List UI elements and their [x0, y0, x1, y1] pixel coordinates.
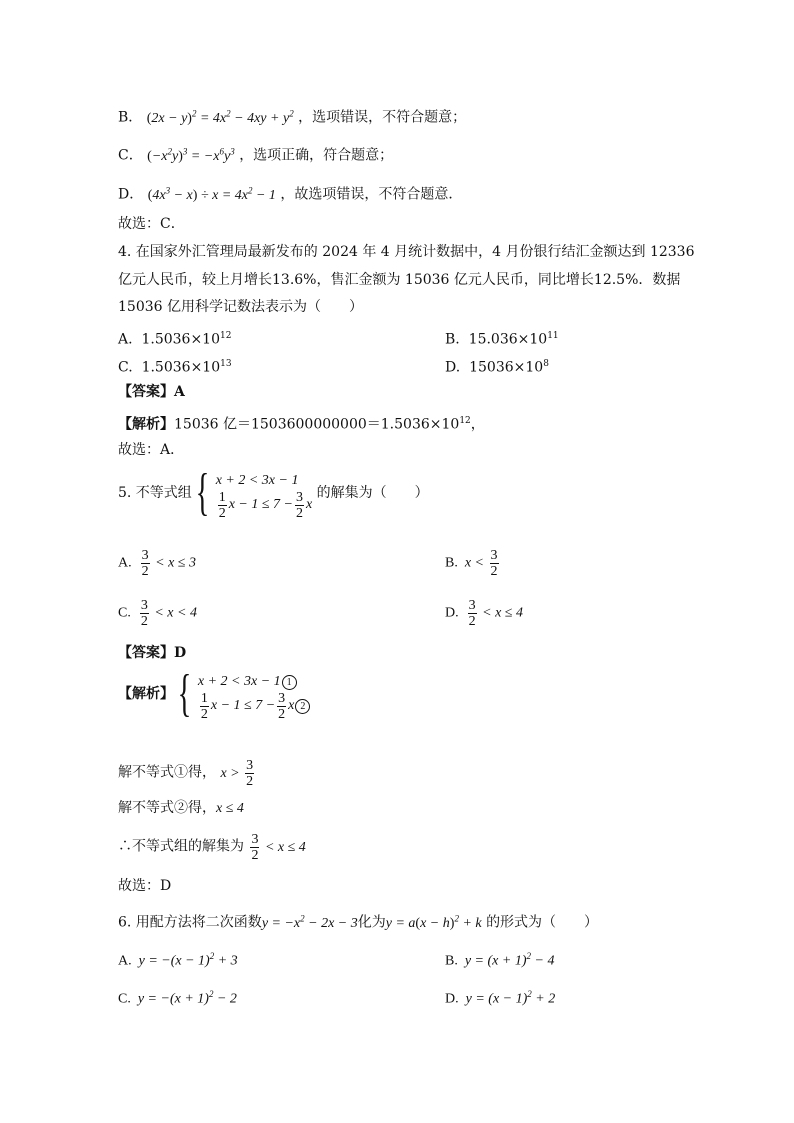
option-exponent: 13: [220, 359, 232, 369]
q4-option-b: [445, 326, 559, 350]
prev-option-c: [118, 141, 393, 167]
option-label: B.: [445, 953, 458, 969]
math-expression: $y = -x^2 - 2x - 3$: [261, 913, 358, 931]
math-expression: $\frac{3}{2}$ < x ≤ 4: [251, 832, 306, 863]
option-expr: y = (x − 1): [465, 991, 528, 1007]
option-label: D.: [445, 991, 459, 1007]
prev-option-d: [118, 180, 462, 206]
option-value: 1.5036×10: [141, 331, 220, 348]
step-text: ∴不等式组的解集为: [118, 838, 244, 855]
option-label: C.: [118, 991, 131, 1007]
q5-step1: [118, 758, 256, 789]
option-tail: − 2: [213, 991, 237, 1007]
option-tail: − 4: [531, 953, 555, 969]
q6-stem: [118, 908, 598, 934]
q6-option-c: C. $y = -(x + 1)^2 - 2$: [118, 989, 237, 1007]
analysis-exponent: 12: [459, 416, 471, 426]
inequality-system: x + 2 < 3x − 1 $\frac{1}{2}$ x − 1 ≤ 7 − $\frac{3}{2}$ x: [215, 473, 313, 521]
q5-option-d: D. $\frac{3}{2}$ < x ≤ 4: [445, 598, 523, 629]
option-label: D．: [118, 186, 144, 203]
q4-answer: 【答案】A: [118, 384, 185, 400]
q4-analysis: [118, 411, 485, 435]
question-number: 5. 不等式组: [118, 485, 192, 501]
q5-conclusion: 故选：D: [118, 878, 172, 894]
q4-option-c: [118, 354, 232, 378]
math-expression: $(4x^3 - x) \div x = 4x^2 - 1$: [147, 185, 276, 203]
stem-text: 化为: [357, 914, 386, 931]
analysis-tag: 【解析】: [118, 686, 174, 702]
q6-option-a: A. $y = -(x - 1)^2 + 3$: [118, 951, 238, 969]
option-label: B．: [118, 109, 143, 126]
q4-stem-line2: 亿元人民币，较上月增长13.6%，售汇金额为 15036 亿元人民币，同比增长12.5%．数据: [118, 272, 681, 288]
q4-option-a: [118, 326, 231, 350]
math-expression: x ≤ 4: [216, 801, 244, 816]
option-expr: y = (x + 1): [464, 953, 527, 969]
brace: {: [195, 464, 210, 521]
option-tail: + 3: [214, 953, 238, 969]
step-text: 解不等式①得，: [118, 764, 216, 781]
q4-option-d: [445, 354, 549, 378]
option-value: 1.5036×10: [141, 359, 221, 376]
option-comment: ，选项正确，符合题意；: [239, 147, 394, 164]
q5-answer: 【答案】D: [118, 645, 187, 661]
inequality-system: x + 2 < 3x − 1 1 $\frac{1}{2}$ x − 1 ≤ 7 − $\frac{3}{2}$ x 2: [198, 670, 311, 718]
option-label: D.: [445, 359, 461, 376]
brace: {: [178, 665, 192, 722]
option-exponent: 11: [547, 331, 559, 341]
analysis-text: 15036 亿＝1503600000000＝1.5036×10: [174, 416, 460, 433]
q4-conclusion: 故选：A．: [118, 442, 185, 458]
option-value: 15.036×10: [468, 331, 548, 348]
option-label: B.: [445, 331, 460, 348]
q4-stem-line3: 15036 亿用科学记数法表示为（ ）: [118, 299, 363, 315]
stem-text: 6. 用配方法将二次函数: [118, 914, 262, 931]
math-expression: $(2x - y)^2 = 4x^2 - 4xy + y^2$: [146, 108, 294, 126]
q5-step3: [118, 832, 306, 863]
option-exponent: 8: [543, 359, 549, 369]
q5-option-b: B. x < $\frac{3}{2}$: [445, 548, 498, 579]
step-text: 解不等式②得，: [118, 800, 216, 816]
q5-step2: [118, 798, 244, 819]
option-comment: ，选项错误，不符合题意；: [298, 109, 467, 126]
option-comment: ，故选项错误，不符合题意．: [280, 186, 463, 203]
math-expression: $y = a(x - h)^2 + k$: [385, 913, 482, 931]
option-label: A.: [118, 331, 133, 348]
math-expression: x > $\frac{3}{2}$: [220, 758, 254, 789]
option-label: C．: [118, 147, 143, 164]
q4-stem-line1: 4. 在国家外汇管理局最新发布的 2024 年 4 月统计数据中，4 月份银行结汇金额达到 12336: [118, 244, 695, 260]
stem-text: 的形式为（ ）: [486, 914, 599, 931]
option-value: 15036×10: [469, 359, 544, 376]
q5-stem: [118, 464, 429, 521]
option-exponent: 12: [220, 331, 232, 341]
option-expr: y = −(x − 1): [138, 953, 210, 969]
option-label: A.: [118, 953, 132, 969]
prev-option-b: [118, 103, 466, 129]
option-label: C.: [118, 359, 133, 376]
option-tail: + 2: [531, 991, 556, 1007]
analysis-tag: 【解析】: [118, 416, 174, 433]
analysis-end: ，: [470, 416, 485, 433]
q6-option-d: D. $y = (x - 1)^2 + 2$: [445, 989, 556, 1007]
question-suffix: 的解集为（ ）: [316, 485, 429, 501]
q6-option-b: B. $y = (x + 1)^2 - 4$: [445, 951, 555, 969]
q5-option-a: A. $\frac{3}{2}$ < x ≤ 3: [118, 548, 196, 579]
q5-analysis: [118, 665, 310, 722]
option-expr: y = −(x + 1): [137, 991, 209, 1007]
q5-option-c: C. $\frac{3}{2}$ < x < 4: [118, 598, 197, 629]
prev-answer: 故选：C．: [118, 216, 185, 232]
math-expression: $(-x^2y)^3 = -x^6y^3$: [147, 146, 235, 164]
